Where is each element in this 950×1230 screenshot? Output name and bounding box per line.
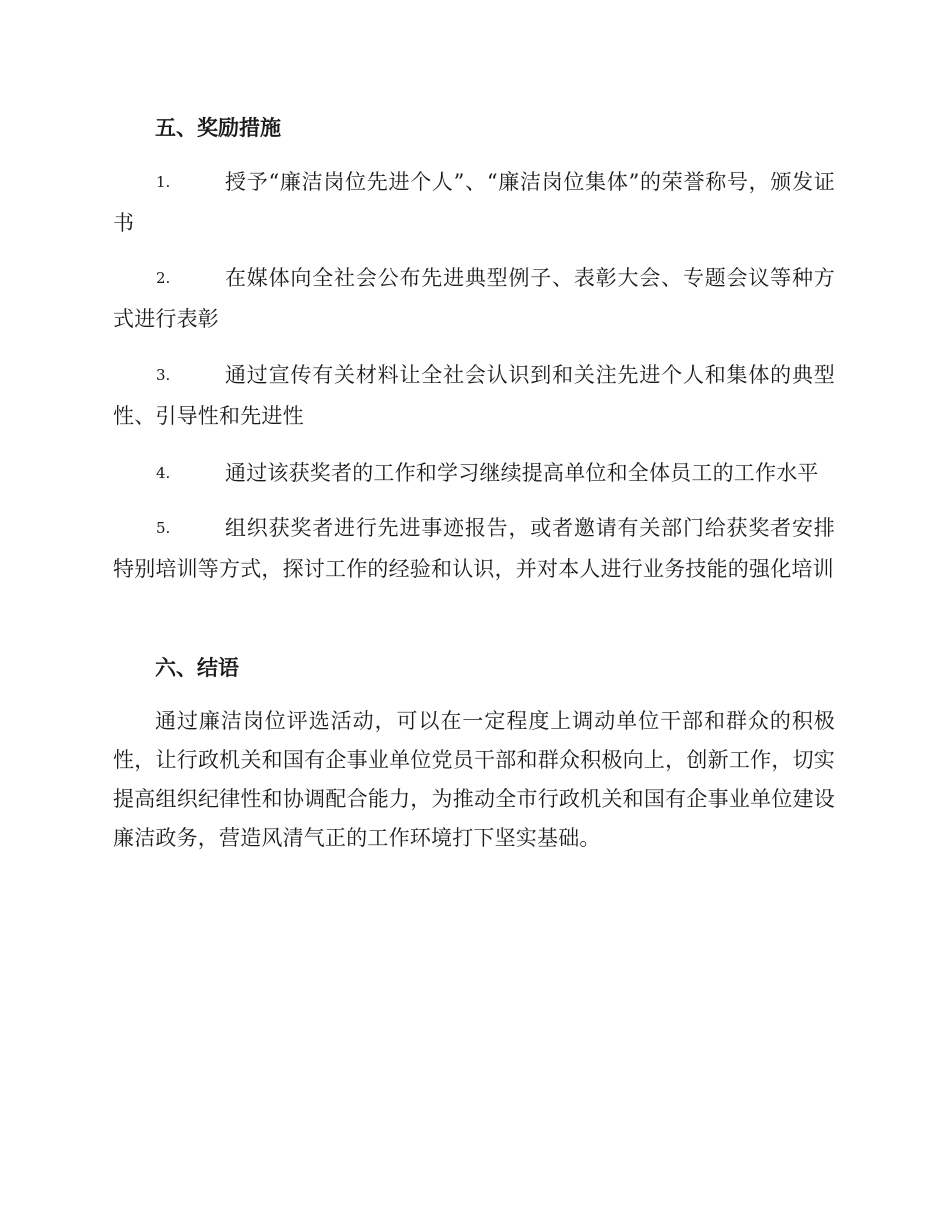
list-item-number: 5.: [156, 519, 171, 537]
list-item-text: 授予“廉洁岗位先进个人”、“廉洁岗位集体”的荣誉称号，颁发证书: [113, 170, 835, 235]
list-item-number: 1.: [156, 173, 171, 191]
list-item-text: 组织获奖者进行先进事迹报告，或者邀请有关部门给获奖者安排特别培训等方式，探讨工作的经验和认识，并对本人进行业务技能的强化培训: [113, 516, 835, 581]
list-item-number: 3.: [156, 366, 171, 384]
list-item: [113, 258, 835, 340]
list-item-number: 4.: [156, 464, 171, 482]
section-heading-conclusion: 六、结语: [155, 656, 239, 680]
list-item: [113, 508, 835, 590]
list-item-number: 2.: [156, 269, 171, 287]
list-item-text: 通过该获奖者的工作和学习继续提高单位和全体员工的工作水平: [225, 461, 819, 485]
list-item: [113, 355, 835, 437]
list-item-text: 通过宣传有关材料让全社会认识到和关注先进个人和集体的典型性、引导性和先进性: [113, 363, 835, 428]
conclusion-paragraph: 通过廉洁岗位评选活动，可以在一定程度上调动单位干部和群众的积极性，让行政机关和国有企事业单位党员干部和群众积极向上，创新工作，切实提高组织纪律性和协调配合能力，为推动全市行政机关和国有企事业单位建设廉洁政务，营造风清气正的工作环境打下坚实基础。: [113, 709, 835, 850]
list-item-text: 在媒体向全社会公布先进典型例子、表彰大会、专题会议等种方式进行表彰: [113, 266, 835, 331]
section-heading-rewards: 五、奖励措施: [155, 116, 281, 140]
list-item: [113, 162, 835, 244]
list-item: [113, 453, 835, 494]
